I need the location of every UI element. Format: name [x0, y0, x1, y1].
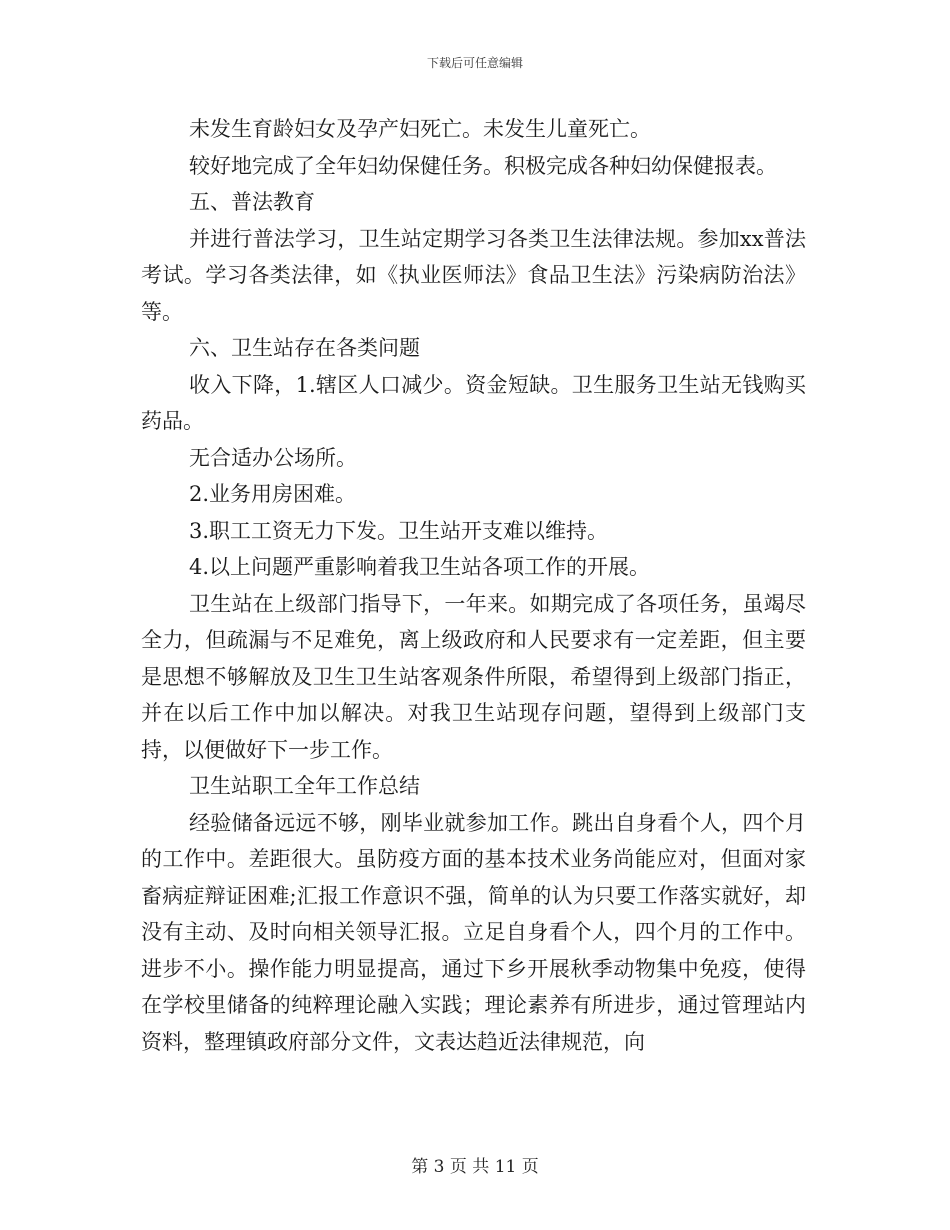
document-body	[141, 111, 806, 1060]
section-heading: 六、卫生站存在各类问题	[189, 336, 420, 360]
page-header: 下载后可任意编辑	[426, 56, 523, 70]
paragraph: 收入下降，1.辖区人口减少。资金短缺。卫生服务卫生站无钱购买药品。	[141, 372, 806, 433]
paragraph: 经验储备远远不够，刚毕业就参加工作。跳出自身看个人，四个月的工作中。差距很大。虽防疫方面的基本技术业务尚能应对，但面对家畜病症辩证困难;汇报工作意识不强，简单的认为只要工作落实就好，却没有主动、及时向相关领导汇报。立足自身看个人，四个月的工作中。进步不小。操作能力明显提高，通过下乡开展秋季动物集中免疫，使得在学校里储备的纯粹理论融入实践；理论素养有所进步，通过管理站内资料，整理镇政府部分文件，文表达趋近法律规范，向	[141, 810, 806, 1054]
section-heading: 五、普法教育	[189, 190, 315, 214]
paragraph: 无合适办公场所。	[189, 445, 357, 470]
section-heading: 卫生站职工全年工作总结	[189, 774, 420, 798]
list-item: 4.以上问题严重影响着我卫生站各项工作的开展。	[189, 555, 651, 579]
page-number: 第 3 页 共 11 页	[411, 1157, 539, 1177]
paragraph: 卫生站在上级部门指导下，一年来。如期完成了各项任务，虽竭尽全力，但疏漏与不足难免，离上级政府和人民要求有一定差距，但主要是思想不够解放及卫生卫生站客观条件所限，希望得到上级部门指正，并在以后工作中加以解决。对我卫生站现存问题，望得到上级部门支持，以便做好下一步工作。	[141, 591, 806, 762]
paragraph: 并进行普法学习，卫生站定期学习各类卫生法律法规。参加xx普法考试。学习各类法律，如《执业医师法》食品卫生法》污染病防治法》等。	[141, 226, 806, 324]
paragraph: 未发生育龄妇女及孕产妇死亡。未发生儿童死亡。	[189, 117, 651, 141]
list-item: 3.职工工资无力下发。卫生站开支难以维持。	[189, 518, 609, 543]
paragraph: 较好地完成了全年妇幼保健任务。积极完成各种妇幼保健报表。	[189, 153, 777, 178]
list-item: 2.业务用房困难。	[189, 482, 357, 506]
